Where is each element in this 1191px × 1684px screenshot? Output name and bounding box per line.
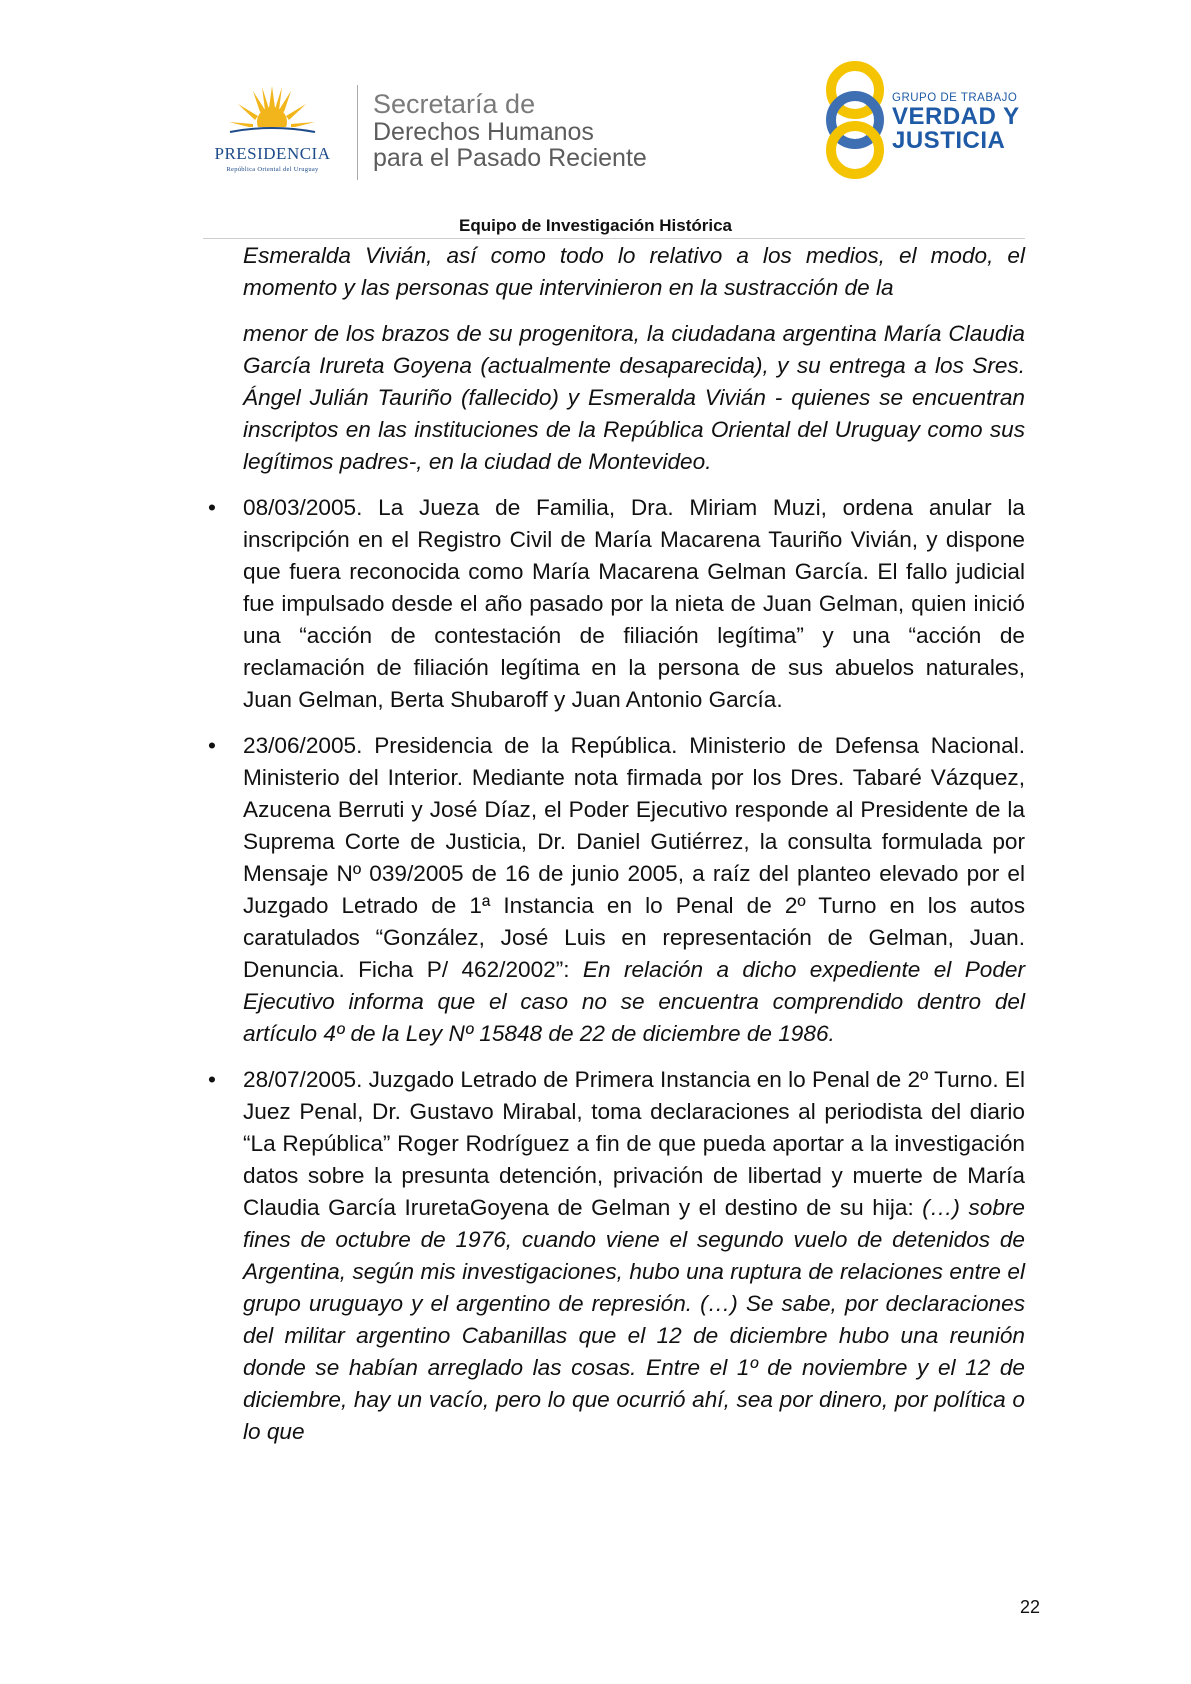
grupo-verdad-justicia-logo [820, 58, 1020, 183]
presidencia-subtitle: República Oriental del Uruguay [226, 166, 319, 173]
document-body [205, 240, 1025, 1448]
logo-divider [357, 85, 358, 180]
sun-emblem-icon [225, 82, 320, 144]
secretaria-line-1: Secretaría de [373, 89, 536, 119]
paragraph-gap [205, 478, 1025, 492]
linked-rings-icon [820, 58, 890, 183]
page-header [0, 0, 1191, 240]
list-item [205, 1064, 1025, 1448]
list-item [205, 730, 1025, 1050]
grupo-line-1: GRUPO DE TRABAJO [892, 92, 1018, 104]
presidencia-name: PRESIDENCIA [214, 144, 331, 163]
list-item-quote: (…) sobre fines de octubre de 1976, cuando viene el segundo vuelo de detenidos de Argentina, según mis investigaciones, hubo una ruptura de relaciones entre el grupo uruguayo y el argentino de represión. (…) Se sabe, por declaraciones del militar argentino Cabanillas que el 12 de diciembre hubo una reunión donde se habían arreglado las cosas. Entre el 1º de noviembre y el 12 de diciembre, hay un vacío, pero lo que ocurrió ahí, sea por dinero, por política o lo que [243, 1195, 1026, 1444]
list-item-text: 28/07/2005. Juzgado Letrado de Primera Instancia en lo Penal de 2º Turno. El Juez Penal, Dr. Gustavo Mirabal, toma declaraciones al periodista del diario “La República” Roger Rodríguez a fin de que pueda aportar a la investigación datos sobre la presunta detención, privación de libertad y muerte de María Claudia García IruretaGoyena de Gelman y el destino de su hija: [243, 1067, 1025, 1220]
list-item [205, 492, 1025, 716]
team-title: Equipo de Investigación Histórica [459, 216, 732, 235]
list-item-text: 08/03/2005. La Jueza de Familia, Dra. Miriam Muzi, ordena anular la inscripción en el Registro Civil de María Macarena Tauriño Vivián, y dispone que fuera reconocida como María Macarena Gelman García. El fallo judicial fue impulsado desde el año pasado por la nieta de Juan Gelman, quien inició una “acción de contestación de filiación legítima” y una “acción de reclamación de filiación legítima en la persona de sus abuelos naturales, Juan Gelman, Berta Shubaroff y Juan Antonio García. [243, 495, 1025, 712]
paragraph-gap [205, 716, 1025, 730]
header-rule [203, 238, 1025, 239]
paragraph-gap [205, 1050, 1025, 1064]
list-item-quote: En relación a dicho expediente el Poder Ejecutivo informa que el caso no se encuentra comprendido dentro del artículo 4º de la Ley Nº 15848 de 22 de diciembre de 1986. [243, 957, 1025, 1046]
secretaria-line-3: para el Pasado Reciente [373, 144, 647, 172]
intro-paragraph-2: menor de los brazos de su progenitora, la ciudadana argentina María Claudia García Irureta Goyena (actualmente desaparecida), y su entrega a los Sres. Ángel Julián Tauriño (fallecido) y Esmeralda Vivián - quienes se encuentran inscriptos en las instituciones de la República Oriental del Uruguay como sus legítimos padres-, en la ciudad de Montevideo. [243, 321, 1025, 474]
secretaria-logo-text [373, 90, 647, 171]
intro-paragraph-1: Esmeralda Vivián, así como todo lo relativo a los medios, el modo, el momento y las personas que intervinieron en la sustracción de la [243, 243, 1025, 300]
bullet-icon: • [208, 495, 216, 520]
secretaria-line-2: Derechos Humanos [373, 118, 594, 146]
grupo-line-3: JUSTICIA [892, 127, 1006, 154]
presidencia-logo [195, 82, 350, 182]
paragraph-gap [205, 304, 1025, 318]
list-item-text: 23/06/2005. Presidencia de la República. Ministerio de Defensa Nacional. Ministerio del Interior. Mediante nota firmada por los Dres. Tabaré Vázquez, Azucena Berruti y José Díaz, el Poder Ejecutivo responde al Presidente de la Suprema Corte de Justicia, Dr. Daniel Gutiérrez, la consulta formulada por Mensaje Nº 039/2005 de 16 de junio 2005, a raíz del planteo elevado por el Juzgado Letrado de 1ª Instancia en lo Penal de 2º Turno en los autos caratulados “González, José Luis en representación de Gelman, Juan. Denuncia. Ficha P/ 462/2002”: [243, 733, 1025, 982]
page-number: 22 [1019, 1597, 1040, 1617]
grupo-line-2: VERDAD Y [892, 103, 1020, 130]
bullet-icon: • [208, 1067, 216, 1092]
bullet-icon: • [208, 733, 216, 758]
